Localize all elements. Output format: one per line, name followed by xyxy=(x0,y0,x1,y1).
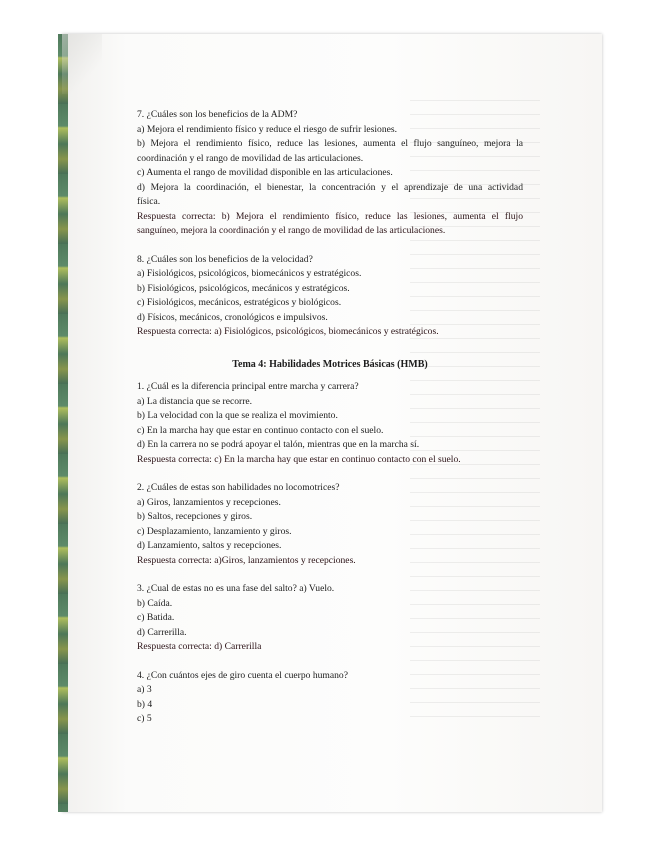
option-b: b) La velocidad con la que se realiza el movimiento. xyxy=(137,410,338,421)
question-block-t4-3 xyxy=(137,582,523,655)
question-text: 3. ¿Cual de estas no es una fase del salto? a) Vuelo. xyxy=(137,583,335,594)
option-d-line-1: d) Mejora la coordinación, el bienestar, la concentración y el aprendizaje de una actividad xyxy=(137,181,523,193)
option-d: d) Físicos, mecánicos, cronológicos e impulsivos. xyxy=(137,311,328,323)
binder-edge xyxy=(58,34,68,812)
option-a: a) Giros, lanzamientos y recepciones. xyxy=(137,496,281,508)
option-d-line-2: física. xyxy=(137,196,161,207)
option-b-line-1: b) Mejora el rendimiento físico, reduce las lesiones, aumenta el flujo sanguíneo, mejora la xyxy=(137,138,523,149)
option-c: c) 5 xyxy=(137,713,152,724)
document-text xyxy=(137,108,523,727)
question-text: 8. ¿Cuáles son los beneficios de la velocidad? xyxy=(137,253,313,265)
option-b-line-2: coordinación y el rango de movilidad de las articulaciones. xyxy=(137,152,364,164)
option-b: b) Caída. xyxy=(137,597,173,609)
answer-line: Respuesta correcta: a) Fisiológicos, psicológicos, biomecánicos y estratégicos. xyxy=(137,326,439,337)
option-d: d) Carrerilla. xyxy=(137,626,187,638)
answer-line-1: Respuesta correcta: b) Mejora el rendimiento físico, reduce las lesiones, aumenta el flujo xyxy=(137,210,523,222)
option-a: a) Mejora el rendimiento físico y reduce el riesgo de sufrir lesiones. xyxy=(137,123,398,135)
option-b: b) Saltos, recepciones y giros. xyxy=(137,511,253,522)
answer-line: Respuesta correcta: c) En la marcha hay que estar en continuo contacto con el suelo. xyxy=(137,453,461,465)
question-text: 1. ¿Cuál es la diferencia principal entre marcha y carrera? xyxy=(137,381,359,392)
question-block-t4-4 xyxy=(137,669,523,727)
question-block-t4-2 xyxy=(137,481,523,568)
option-c: c) En la marcha hay que estar en continuo contacto con el suelo. xyxy=(137,424,384,436)
option-d: d) Lanzamiento, saltos y recepciones. xyxy=(137,540,282,551)
option-c: c) Batida. xyxy=(137,612,175,623)
question-block-7 xyxy=(137,108,523,239)
question-text: 7. ¿Cuáles son los beneficios de la ADM? xyxy=(137,109,298,120)
option-c: c) Aumenta el rango de movilidad disponible en las articulaciones. xyxy=(137,167,393,178)
section-heading: Tema 4: Habilidades Motrices Básicas (HMB) xyxy=(232,358,428,370)
question-text: 2. ¿Cuáles de estas son habilidades no locomotrices? xyxy=(137,482,340,493)
question-block-8 xyxy=(137,253,523,340)
option-a: a) Fisiológicos, psicológicos, biomecánicos y estratégicos. xyxy=(137,268,362,279)
answer-line-2: sanguíneo, mejora la coordinación y el rango de movilidad de las articulaciones. xyxy=(137,225,446,236)
page-fold-shadow xyxy=(62,34,102,94)
option-b: b) Fisiológicos, psicológicos, mecánicos y estratégicos. xyxy=(137,282,350,294)
question-block-t4-1 xyxy=(137,380,523,467)
answer-line: Respuesta correcta: d) Carrerilla xyxy=(137,641,262,652)
option-a: a) La distancia que se recorre. xyxy=(137,395,253,407)
option-d: d) En la carrera no se podrá apoyar el talón, mientras que en la marcha sí. xyxy=(137,439,420,450)
option-a: a) 3 xyxy=(137,684,152,695)
option-c: c) Desplazamiento, lanzamiento y giros. xyxy=(137,525,292,537)
option-b: b) 4 xyxy=(137,698,153,710)
option-c: c) Fisiológicos, mecánicos, estratégicos y biológicos. xyxy=(137,297,342,308)
answer-line: Respuesta correcta: a)Giros, lanzamientos y recepciones. xyxy=(137,554,356,566)
question-text: 4. ¿Con cuántos ejes de giro cuenta el cuerpo humano? xyxy=(137,669,348,681)
